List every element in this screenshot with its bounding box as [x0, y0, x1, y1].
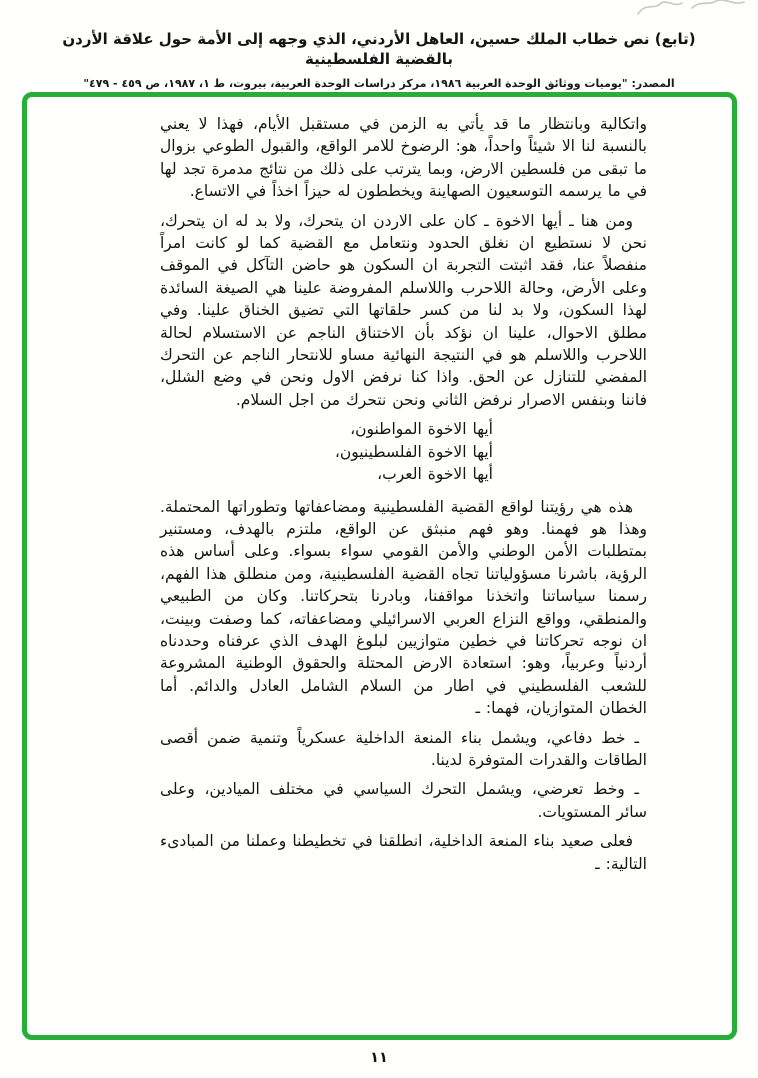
- greetings-block: [160, 418, 647, 485]
- paragraph-vision: هذه هي رؤيتنا لواقع القضية الفلسطينية ومضاعفاتها وتطوراتها المحتملة. وهذا هو فهمنا. وهو فهم منبثق عن الواقع، ملتزم بالهدف، ومستنير بمتطلبات الأمن الوطني والأمن القومي سواء بسواء. وعلى أساس هذه الرؤية، باشرنا مسؤولياتنا تجاه القضية الفلسطينية، ومن منطلق هذا الفهم، رسمنا سياساتنا واتخذنا مواقفنا، وبادرنا بتحركاتنا. وكان من الطبيعي والمنطقي، وواقع النزاع العربي الاسرائيلي ومضاعفاته، كما وصفت وبينت، ان نوجه تحركاتنا في خطين متوازيين لبلوغ الهدف الذي عرفناه وحددناه أردنياً وعربياً، وهو: استعادة الارض المحتلة والحقوق الوطنية المشروعة للشعب الفلسطيني في اطار من السلام الشامل العادل والدائم. أما الخطان المتوازيان، فهما: ـ: [160, 497, 647, 718]
- document-title: (تابع) نص خطاب الملك حسين، العاهل الأردني، الذي وجهه إلى الأمة حول علاقة الأردن بالقضية الفلسطينية: [62, 30, 696, 68]
- page-number: ١١: [370, 1050, 388, 1066]
- list-item-defensive-line: ـ خط دفاعي، ويشمل بناء المنعة الداخلية عسكرياً وتنمية ضمن أقصى الطاقات والقدرات المتوفرة لدينا.: [160, 728, 647, 769]
- paragraph-jordan-must-move: ومن هنا ـ أيها الاخوة ـ كان على الاردن ان يتحرك، ولا بد له ان يتحرك، نحن لا نستطيع ان نغلق الحدود ونتعامل مع القضية كما لو كانت امراً منفصلاً عنا، فقد اثبتت التجربة ان السكون هو حاضن التآكل في الموقف وعلى الأرض، وحالة اللاحرب واللاسلم المفروضة علينا هي الصيغة السائدة لهذا السكون، ولا بد لنا من كسر حلقاتها التي تضيق الخناق علينا. وفي مطلق الاحوال، علينا ان نؤكد بأن الاختناق الناجم عن الاستسلام لحالة اللاحرب واللاسلم هو في النتيجة النهائية مساو للانتحار الناجم عن التحرك المفضي للتنازل عن الحق. واذا كنا نرفض الاول ونحن في وضع الشلل، فاننا وبنفس الاصرار نرفض الثاني ونحن نتحرك من اجل السلام.: [160, 211, 647, 409]
- greeting-line-palestinians: أيها الاخوة الفلسطينيون،: [334, 442, 493, 461]
- greeting-line-arabs: أيها الاخوة العرب،: [377, 465, 493, 484]
- paragraph-closing: فعلى صعيد بناء المنعة الداخلية، انطلقنا في تخطيطنا وعملنا من المبادىء التالية: ـ: [160, 832, 647, 873]
- handwritten-mark: [630, 0, 750, 22]
- paragraph-continuation: واتكالية وبانتظار ما قد يأتي به الزمن في مستقبل الأيام، فهذا لا يعني بالنسبة لنا الا شيئاً واحداً، هو: الرضوخ للامر الواقع، والقبول الطوعي بزوال ما تبقى من فلسطين الارض، وبما يترتب على ذلك من نتائج مدمرة تجد لها في ما يرسمه التوسعيون الصهاينة ويخططون له حيزاً اخذاً في الاتساع.: [160, 115, 647, 201]
- list-item-offensive-line: ـ وخط تعرضي، ويشمل التحرك السياسي في مختلف الميادين، وعلى سائر المستويات.: [160, 780, 647, 821]
- document-header: [0, 29, 758, 91]
- speech-text-block: [160, 113, 647, 882]
- greeting-line-citizens: أيها الاخوة المواطنون،: [350, 420, 493, 439]
- source-citation: المصدر: "يوميات ووثائق الوحدة العربية ١٩٨٦، مركز دراسات الوحدة العربية، بيروت، ط ١، ١٩٨٧، ص ٤٥٩ - ٤٧٩": [83, 77, 675, 90]
